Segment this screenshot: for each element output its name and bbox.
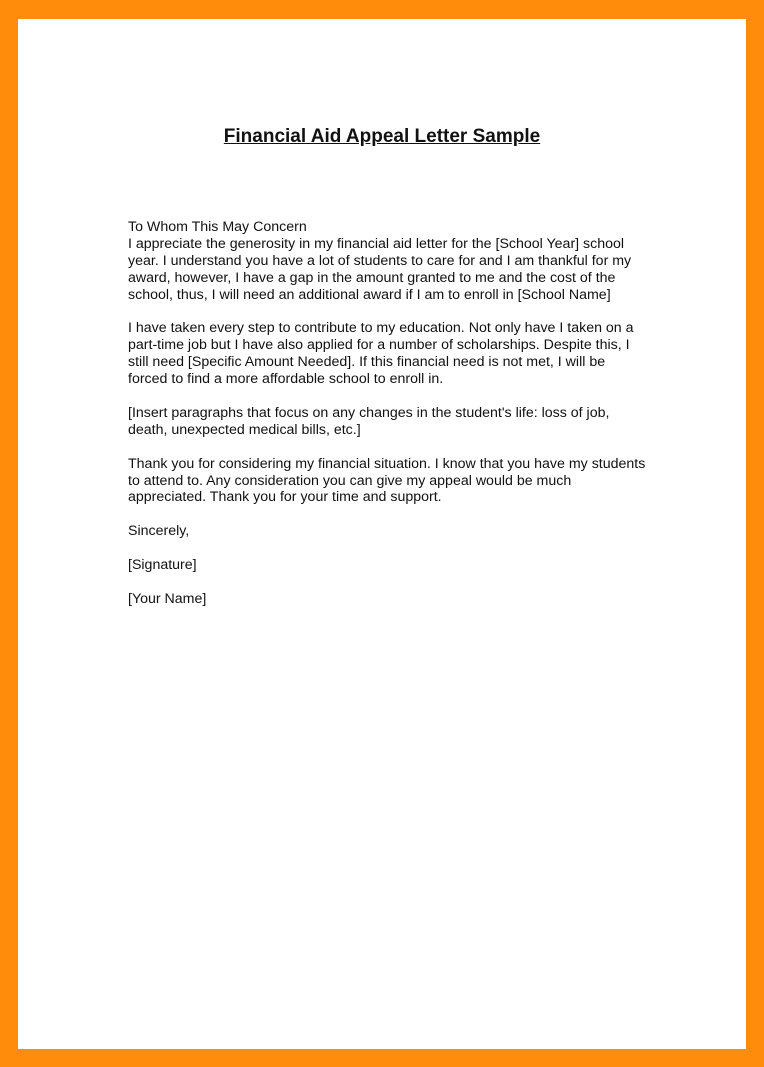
document-title: Financial Aid Appeal Letter Sample xyxy=(223,126,541,147)
signature: [Signature] xyxy=(128,557,197,574)
paragraph-4: Thank you for considering my financial situation. I know that you have my students to attend to. Any consideration you can give my appeal would be much appreciated. Thank you for your time and support. xyxy=(128,455,646,506)
salutation: To Whom This May Concern xyxy=(128,219,307,235)
letter-page xyxy=(18,19,746,1049)
paragraph-3: [Insert paragraphs that focus on any changes in the student's life: loss of job, death, unexpected medical bills, etc.] xyxy=(128,404,610,438)
letter-body xyxy=(128,219,648,608)
paragraph-2: I have taken every step to contribute to my education. Not only have I taken on a part-time job but I have also applied for a number of scholarships. Despite this, I still need [Specific Amount Needed]. If this financial need is not met, I will be forced to find a more affordable school to enroll in. xyxy=(128,320,634,388)
closing: Sincerely, xyxy=(128,523,190,540)
sender-name: [Your Name] xyxy=(128,590,207,607)
paragraph-1: I appreciate the generosity in my financial aid letter for the [School Year] school year. I understand you have a lot of students to care for and I am thankful for my award, however, I have a gap in the amount granted to me and the cost of the school, thus, I will need an additional award if I am to enroll in [School Name] xyxy=(128,235,632,303)
